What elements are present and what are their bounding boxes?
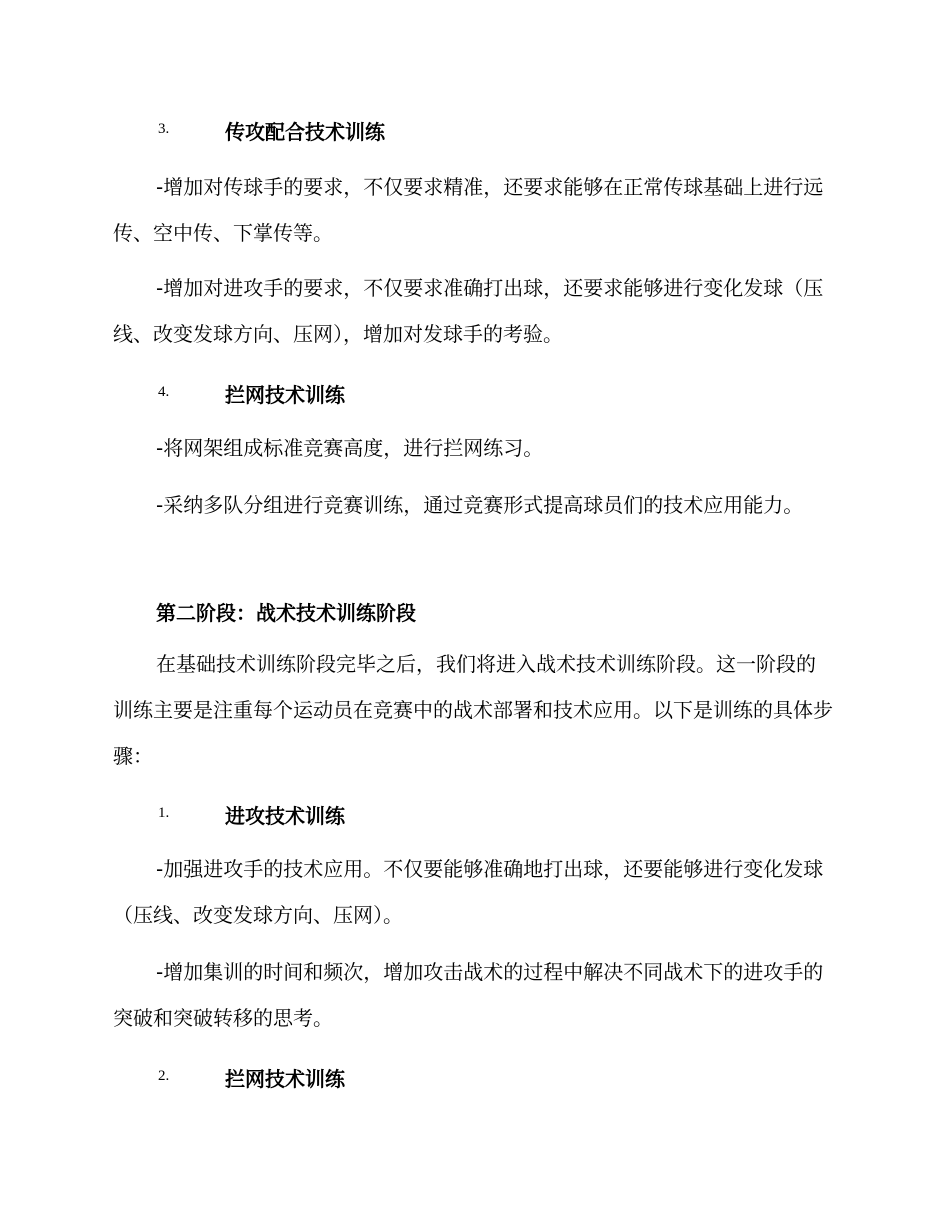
- body-paragraph: -增加对进攻手的要求，不仅要求准确打出球，还要求能够进行变化发球（压线、改变发球方向、压网），增加对发球手的考验。: [113, 276, 824, 346]
- subsection-heading: 拦网技术训练: [225, 1067, 345, 1091]
- section-title: 第二阶段：战术技术训练阶段: [156, 601, 416, 625]
- list-number: 4.: [158, 384, 170, 400]
- body-paragraph: -增加对传球手的要求，不仅要求精准，还要求能够在正常传球基础上进行远传、空中传、下掌传等。: [113, 175, 824, 245]
- body-paragraph: -增加集训的时间和频次，增加攻击战术的过程中解决不同战术下的进攻手的突破和突破转移的思考。: [113, 960, 824, 1030]
- body-paragraph: -将网架组成标准竞赛高度，进行拦网练习。: [156, 436, 544, 460]
- body-paragraph: -采纳多队分组进行竞赛训练，通过竞赛形式提高球员们的技术应用能力。: [156, 493, 804, 517]
- subsection-heading: 进攻技术训练: [225, 804, 345, 828]
- list-number: 3.: [158, 121, 170, 137]
- body-paragraph: 在基础技术训练阶段完毕之后，我们将进入战术技术训练阶段。这一阶段的训练主要是注重每个运动员在竞赛中的战术部署和技术应用。以下是训练的具体步骤：: [113, 652, 833, 768]
- body-paragraph: -加强进攻手的技术应用。不仅要能够准确地打出球，还要能够进行变化发球（压线、改变发球方向、压网）。: [113, 857, 824, 927]
- list-number: 2.: [158, 1068, 170, 1084]
- subsection-heading: 传攻配合技术训练: [225, 120, 385, 144]
- list-number: 1.: [158, 805, 170, 821]
- subsection-heading: 拦网技术训练: [225, 383, 345, 407]
